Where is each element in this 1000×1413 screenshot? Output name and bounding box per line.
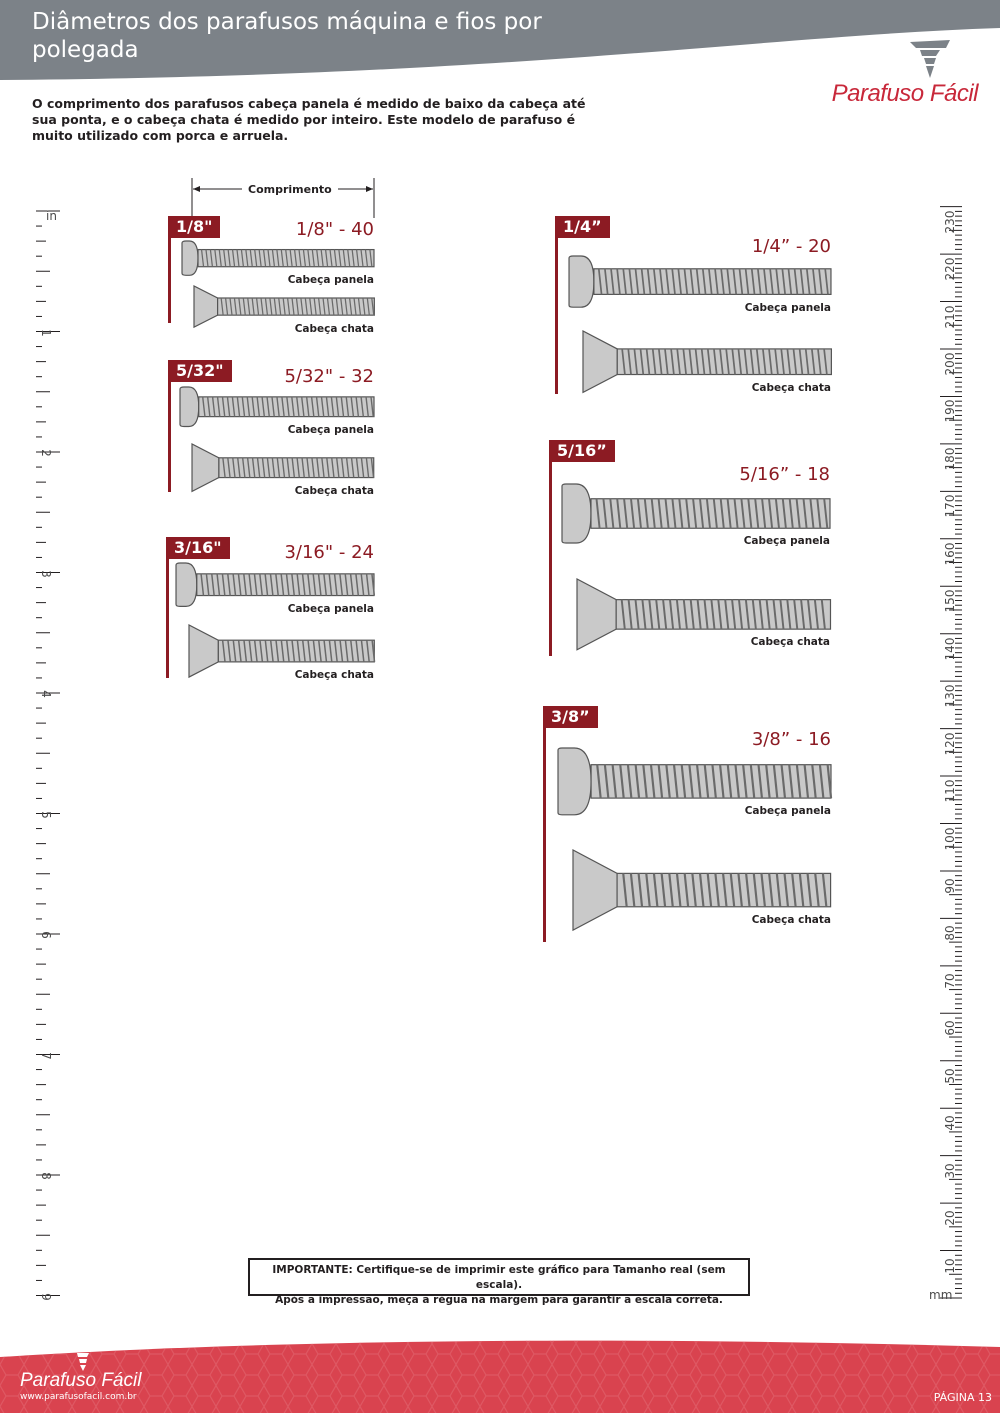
- screw-head: [180, 387, 199, 427]
- mm-mark-label: 220: [943, 257, 957, 281]
- mm-unit-label: mm: [929, 1288, 953, 1302]
- inch-mark-label: 2: [38, 449, 53, 457]
- screw-head: [176, 563, 197, 606]
- screw-head: [562, 484, 591, 543]
- thread-spec: 3/16" - 24: [284, 542, 374, 563]
- screw-shank: [591, 764, 831, 797]
- length-label: Comprimento: [242, 183, 338, 196]
- flat-head-caption: Cabeça chata: [294, 668, 374, 681]
- mm-mark-label: 180: [943, 447, 957, 471]
- mm-mark-label: 50: [943, 1068, 957, 1084]
- page-title: Diâmetros dos parafusos máquina e fios por polegada: [32, 9, 542, 63]
- screw-shank: [219, 458, 374, 478]
- flat-head-caption: Cabeça chata: [750, 635, 830, 648]
- size-badge: 5/32": [168, 360, 232, 382]
- size-badge: 3/16": [166, 537, 230, 559]
- pan-head-screw: [180, 238, 378, 278]
- inch-mark-label: 3: [38, 569, 53, 578]
- screw-shank: [616, 599, 830, 628]
- screw-head: [194, 286, 218, 327]
- thread-spec: 5/16” - 18: [739, 464, 830, 485]
- screw-head: [558, 748, 591, 815]
- mm-mark-label: 70: [943, 973, 957, 989]
- pan-head-caption: Cabeça panela: [744, 301, 831, 314]
- mm-mark-label: 40: [943, 1115, 957, 1131]
- mm-mark-label: 150: [943, 589, 957, 613]
- print-notice: [248, 1258, 750, 1306]
- inch-mark-label: 6: [38, 931, 53, 939]
- mm-mark-label: 100: [943, 827, 957, 850]
- inch-unit-label: in: [46, 209, 57, 223]
- mm-mark-label: 110: [943, 779, 957, 803]
- screw-head: [577, 579, 616, 650]
- mm-mark-label: 190: [943, 399, 957, 423]
- screw-head: [569, 256, 594, 307]
- mm-mark-label: 160: [943, 542, 957, 566]
- inch-mark-label: 5: [38, 810, 53, 819]
- footer-url[interactable]: www.parafusofacil.com.br: [20, 1392, 137, 1402]
- pan-head-caption: Cabeça panela: [287, 602, 374, 615]
- mm-mark-label: 60: [943, 1020, 957, 1036]
- thread-spec: 1/8" - 40: [295, 218, 374, 240]
- flat-head-caption: Cabeça chata: [751, 381, 831, 394]
- pan-head-caption: Cabeça panela: [744, 804, 831, 817]
- size-marker-line: [555, 216, 558, 394]
- flat-head-caption: Cabeça chata: [294, 322, 374, 335]
- size-badge: 1/8": [168, 216, 220, 238]
- notice-strong: IMPORTANTE:: [272, 1264, 353, 1276]
- inch-mark-label: 1: [38, 328, 53, 337]
- screw-head: [182, 241, 198, 275]
- mm-mark-label: 140: [943, 637, 957, 661]
- size-badge: 3/8”: [543, 706, 598, 728]
- mm-mark-label: 170: [943, 494, 957, 518]
- mm-mark-label: 90: [943, 878, 957, 894]
- mm-mark-label: 120: [943, 732, 957, 756]
- size-badge: 5/16”: [549, 440, 615, 462]
- size-marker-line: [549, 440, 552, 656]
- inch-mark-label: 9: [38, 1292, 53, 1301]
- mm-mark-label: 230: [943, 210, 957, 234]
- footer-screw-logo-icon: [68, 1345, 98, 1371]
- flat-head-caption: Cabeça chata: [751, 913, 831, 926]
- thread-spec: 5/32" - 32: [284, 365, 374, 387]
- mm-mark-label: 130: [943, 684, 957, 708]
- footer-brand: Parafuso Fácil: [20, 1370, 142, 1391]
- page-number: PÁGINA 13: [933, 1391, 992, 1404]
- flat-head-caption: Cabeça chata: [294, 484, 374, 497]
- mm-mark-label: 10: [943, 1257, 957, 1274]
- inch-ruler: [30, 205, 60, 1310]
- brand-logo: [778, 38, 978, 110]
- mm-mark-label: 30: [943, 1163, 957, 1179]
- thread-spec: 1/4” - 20: [751, 236, 831, 257]
- pan-head-caption: Cabeça panela: [743, 534, 830, 547]
- inch-mark-label: 7: [38, 1051, 53, 1060]
- mm-mark-label: 80: [943, 925, 957, 942]
- intro-text: O comprimento dos parafusos cabeça panela é medido de baixo da cabeça até sua ponta, e o cabeça chata é medido por inteiro. Este modelo de parafuso é muito utilizado com porca e arruela.: [32, 96, 586, 143]
- screw-head: [573, 850, 617, 930]
- mm-mark-label: 200: [943, 352, 957, 376]
- pan-head-caption: Cabeça panela: [287, 273, 374, 286]
- inch-mark-label: 8: [38, 1172, 53, 1180]
- inch-mark-label: 4: [38, 690, 53, 698]
- size-badge: 1/4”: [555, 216, 610, 238]
- notice-text-1: Certifique-se de imprimir este gráfico para Tamanho real (sem escala).: [352, 1264, 726, 1291]
- notice-line-2: Após a impressão, meça a régua na margem para garantir a escala correta.: [275, 1294, 723, 1306]
- footer-banner: [0, 1333, 1000, 1413]
- mm-mark-label: 210: [943, 305, 957, 328]
- thread-spec: 3/8” - 16: [751, 729, 831, 750]
- brand-name: Parafuso Fácil: [831, 80, 978, 107]
- notice-line-1: [250, 1263, 748, 1293]
- mm-mark-label: 20: [943, 1210, 957, 1226]
- screw-head: [583, 331, 617, 392]
- size-marker-line: [543, 706, 546, 942]
- screw-logo-icon: [906, 38, 954, 82]
- pan-head-caption: Cabeça panela: [287, 423, 374, 436]
